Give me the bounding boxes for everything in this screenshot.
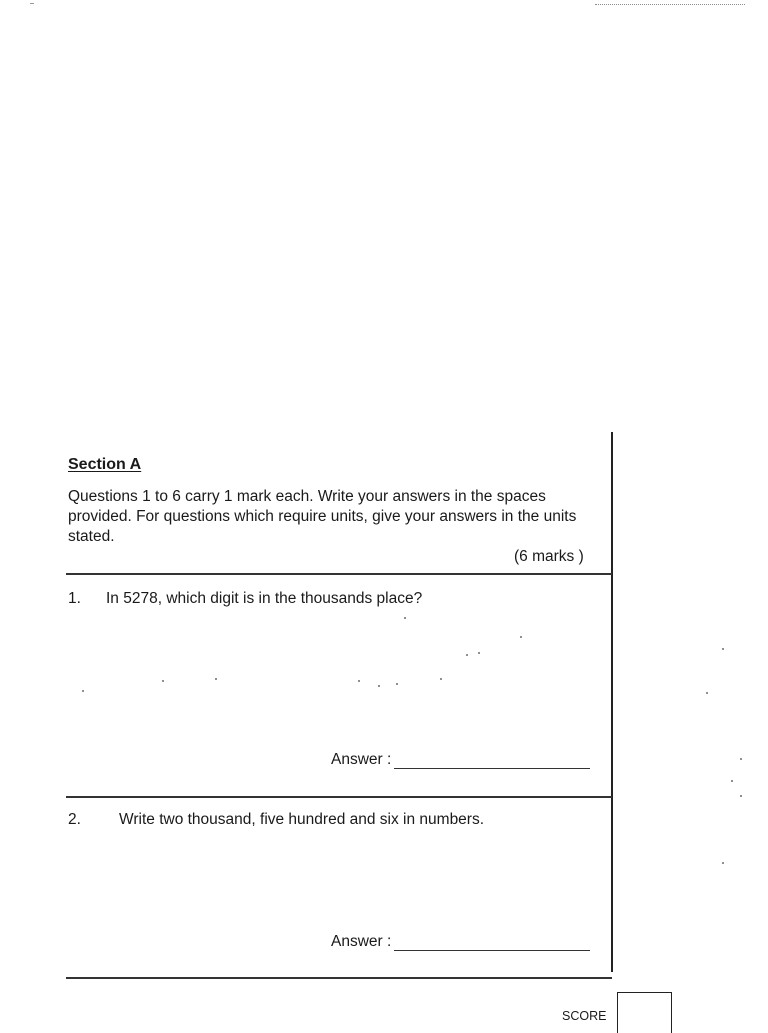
scan-speck <box>466 654 468 656</box>
scan-mark <box>30 3 34 4</box>
answer-label: Answer : <box>331 933 392 950</box>
scan-speck <box>740 795 742 797</box>
scan-speck <box>358 680 360 682</box>
answer-label: Answer : <box>331 751 392 768</box>
scan-speck <box>722 648 724 650</box>
scan-speck <box>396 683 398 685</box>
scan-speck <box>82 690 84 692</box>
scan-speck <box>215 678 217 680</box>
divider <box>66 573 612 575</box>
answer-field[interactable] <box>394 768 590 769</box>
section-marks: (6 marks ) <box>514 548 584 565</box>
scan-speck <box>740 758 742 760</box>
question-number: 1. <box>68 590 81 607</box>
question-number: 2. <box>68 811 81 828</box>
section-instructions: Questions 1 to 6 carry 1 mark each. Write your answers in the spaces provided. For questions which require units, give your answers in the units stated. <box>68 488 577 545</box>
scan-speck <box>722 862 724 864</box>
scan-speck <box>520 636 522 638</box>
scan-mark <box>595 4 745 5</box>
question-text: In 5278, which digit is in the thousands place? <box>106 590 423 607</box>
question-text: Write two thousand, five hundred and six in numbers. <box>119 811 485 828</box>
divider <box>66 796 612 798</box>
section-title: Section A <box>68 456 142 473</box>
scan-speck <box>478 652 480 654</box>
scan-speck <box>731 780 733 782</box>
divider <box>66 977 612 979</box>
score-box <box>617 992 672 1033</box>
scan-speck <box>162 680 164 682</box>
scan-speck <box>404 617 406 619</box>
scan-speck <box>440 678 442 680</box>
scan-speck <box>378 685 380 687</box>
answer-field[interactable] <box>394 950 590 951</box>
score-label: SCORE <box>562 1009 607 1023</box>
scan-speck <box>706 692 708 694</box>
